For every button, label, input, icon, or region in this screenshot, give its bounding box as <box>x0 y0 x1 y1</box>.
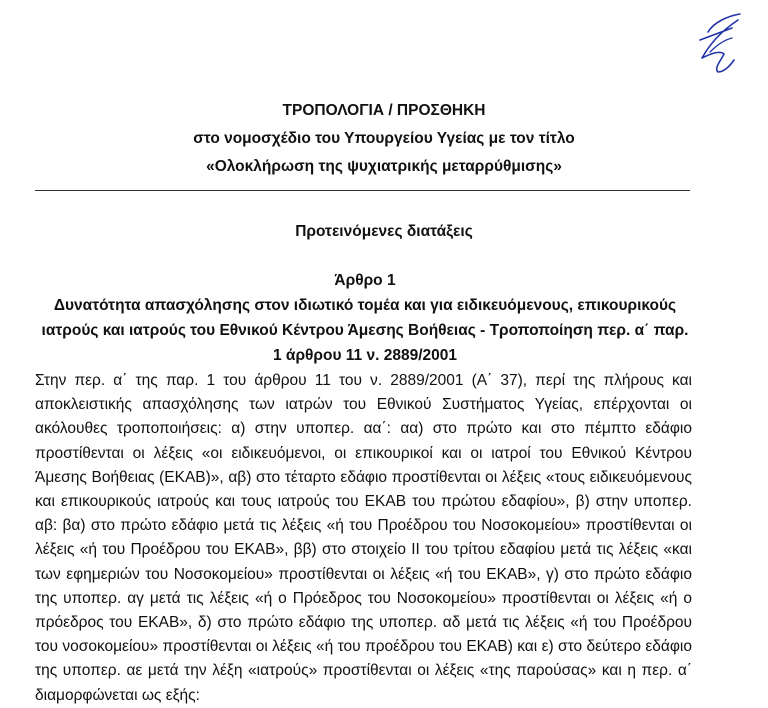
handwritten-signature <box>680 10 750 80</box>
header-title: ΤΡΟΠΟΛΟΓΙΑ / ΠΡΟΣΘΗΚΗ <box>282 102 486 119</box>
horizontal-divider <box>35 190 690 191</box>
section-title: Προτεινόμενες διατάξεις <box>295 223 473 240</box>
article-heading <box>40 268 690 368</box>
article-title: Δυνατότητα απασχόλησης στον ιδιωτικό τομέα και για ειδικευόμενους, επικουρικούς ιατρούς και ιατρούς του Εθνικού Κέντρου Άμεσης Βοήθειας - Τροποποίηση περ. α΄ παρ. 1 άρθρου 11 ν. 2889/2001 <box>41 297 689 364</box>
article-body-text: Στην περ. α΄ της παρ. 1 του άρθρου 11 του ν. 2889/2001 (Α΄ 37), περί της πλήρους και αποκλειστικής απασχόλησης των ιατρών του Εθνικού Συστήματος Υγείας, επέρχονται οι ακόλουθες τροποποιήσεις: α) στην υποπερ. αα΄: αα) στο πρώτο και στο πέμπτο εδάφιο προστίθενται οι λέξεις «οι ειδικευόμενοι, οι επικουρικοί και οι ιατροί του Εθνικού Κέντρου Άμεσης Βοήθειας (ΕΚΑΒ)», αβ) στο τέταρτο εδάφιο προστίθενται οι λέξεις «τους ειδικευόμενους και επικουρικούς ιατρούς και τους ιατρούς του ΕΚΑΒ του πρώτου εδαφίου», β) στην υποπερ. αβ: βα) στο πρώτο εδάφιο μετά τις λέξεις «ή του Προέδρου του Νοσοκομείου» προστίθενται οι λέξεις «ή του Προέδρου του ΕΚΑΒ», ββ) στο στοιχείο ΙΙ του τρίτου εδαφίου μετά τις λέξεις «και των εφημεριών του Νοσοκομείου» προστίθενται οι λέξεις «ή του ΕΚΑΒ», γ) στο πρώτο εδάφιο της υποπερ. αγ μετά τις λέξεις «ή ο Πρόεδρος του Νοσοκομείου» προστίθενται οι λέξεις «ή ο πρόεδρος του ΕΚΑΒ», δ) στο πρώτο εδάφιο της υποπερ. αδ μετά τις λέξεις «ή του Προέδρου του νοσοκομείου» προστίθενται οι λέξεις «ή του προέδρου του ΕΚΑΒ) και ε) στο δεύτερο εδάφιο της υποπερ. αε μετά την λέξη «ιατρούς» προστίθενται οι λέξεις «της παρούσας» και η περ. α΄ διαμορφώνεται ως εξής: <box>35 372 692 704</box>
header-bill-title: «Ολοκλήρωση της ψυχιατρικής μεταρρύθμισης» <box>206 158 562 175</box>
article-number: Άρθρο 1 <box>334 272 396 289</box>
header-subtitle: στο νομοσχέδιο του Υπουργείου Υγείας με τον τίτλο <box>193 130 575 147</box>
document-header <box>0 97 768 181</box>
